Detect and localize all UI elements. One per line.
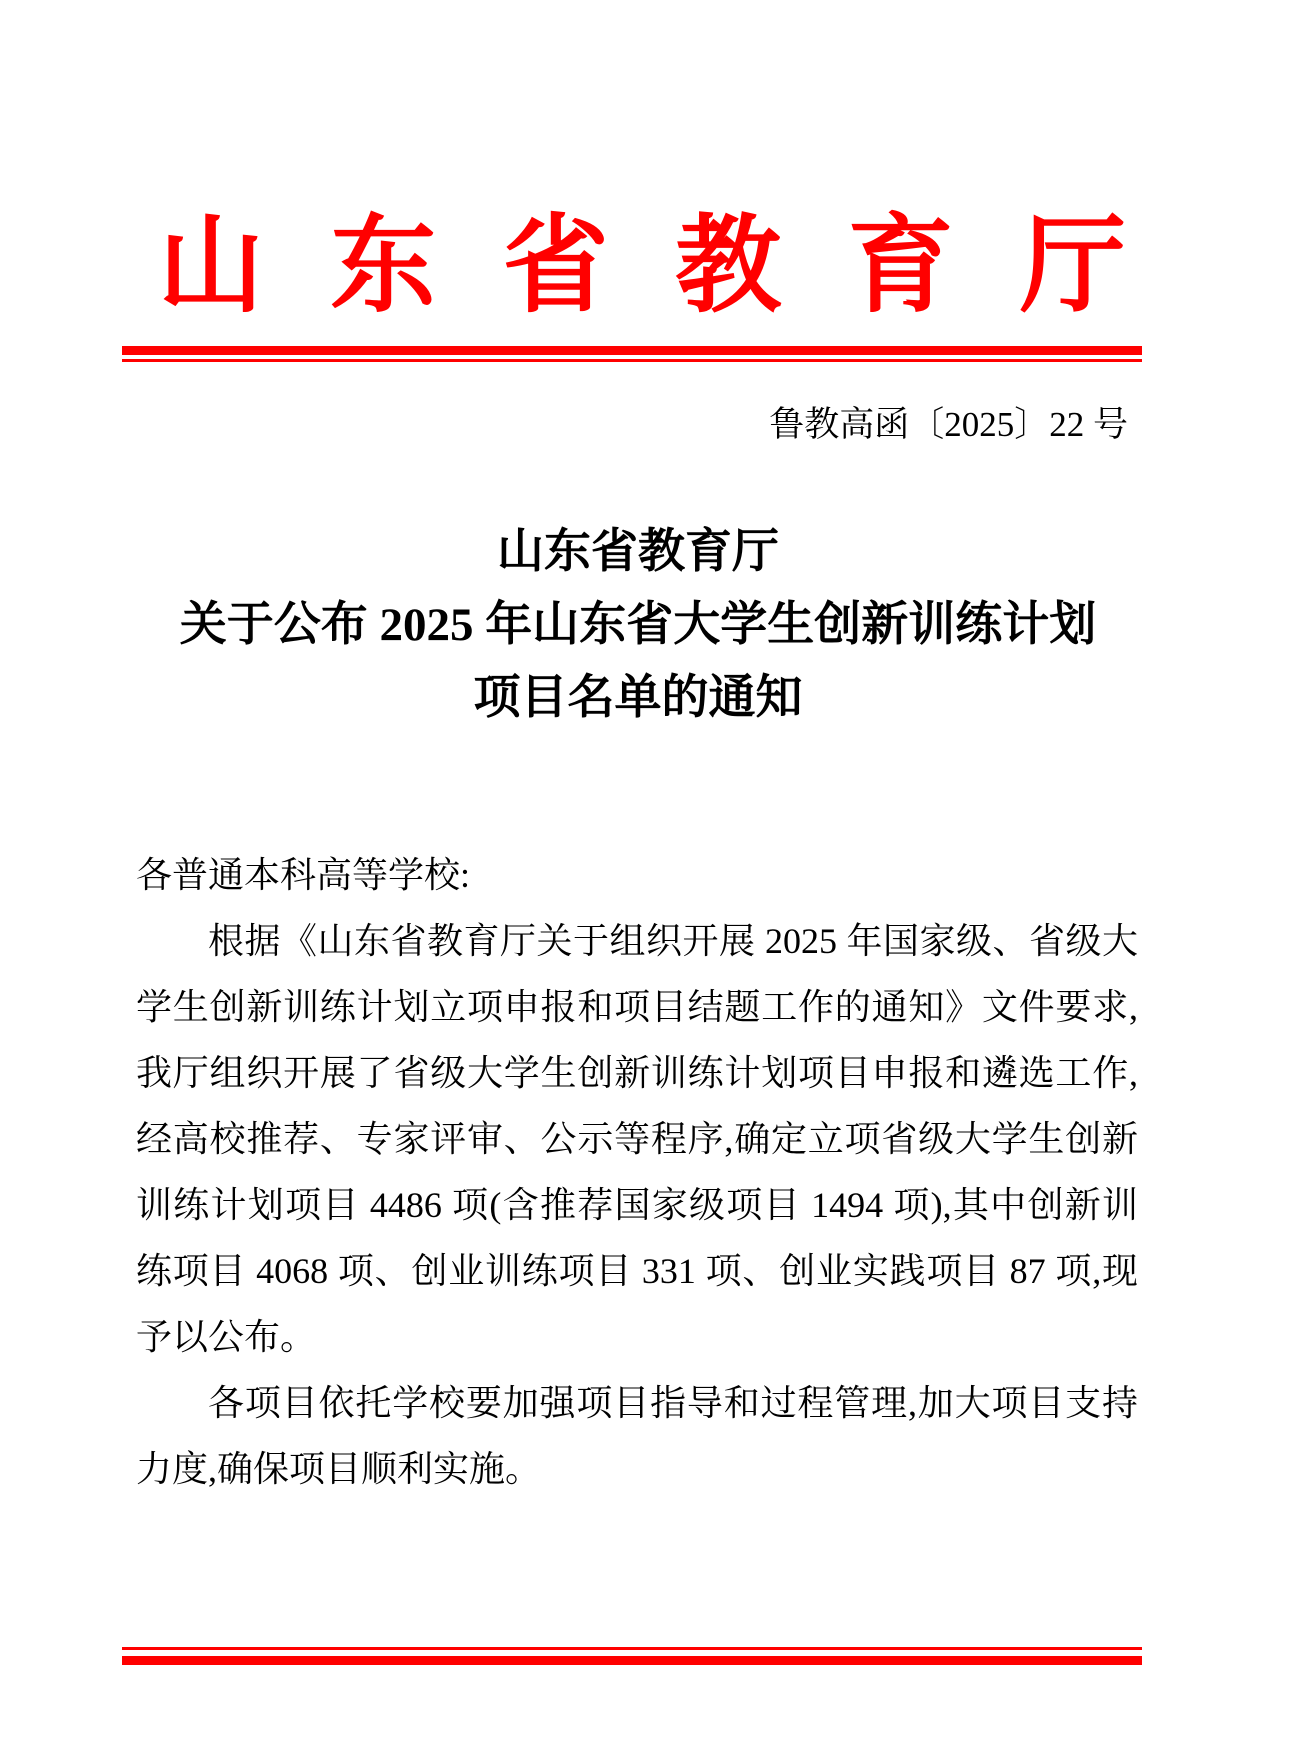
letterhead-rule-thin bbox=[122, 359, 1142, 362]
body-paragraph-1: 根据《山东省教育厅关于组织开展 2025 年国家级、省级大学生创新训练计划立项申报和项目结题工作的通知》文件要求,我厅组织开展了省级大学生创新训练计划项目申报和遴选工作,经高校推荐、专家评审、公示等程序,确定立项省级大学生创新训练计划项目 4486 项(含推荐国家级项目 1494 项),其中创新训练项目 4068 项、创业训练项目 331 项、创业实践项目 87 项,现予以公布。 bbox=[136, 921, 1138, 1357]
footer-rule-thin bbox=[122, 1647, 1142, 1650]
notice-title-line-1: 山东省教育厅 bbox=[497, 526, 779, 578]
footer-rule-thick bbox=[122, 1656, 1142, 1665]
notice-body bbox=[136, 842, 1138, 1502]
body-paragraph-2: 各项目依托学校要加强项目指导和过程管理,加大项目支持力度,确保项目顺利实施。 bbox=[136, 1383, 1138, 1489]
letterhead-rule-thick bbox=[122, 346, 1142, 355]
letterhead-agency-name: 山东省教育厅 bbox=[158, 208, 1126, 325]
notice-title-line-2: 关于公布 2025 年山东省大学生创新训练计划 bbox=[179, 599, 1097, 651]
document-number: 鲁教高函〔2025〕22 号 bbox=[769, 405, 1128, 444]
notice-title bbox=[138, 516, 1138, 735]
salutation: 各普通本科高等学校: bbox=[136, 855, 471, 895]
notice-title-line-3: 项目名单的通知 bbox=[473, 672, 803, 724]
